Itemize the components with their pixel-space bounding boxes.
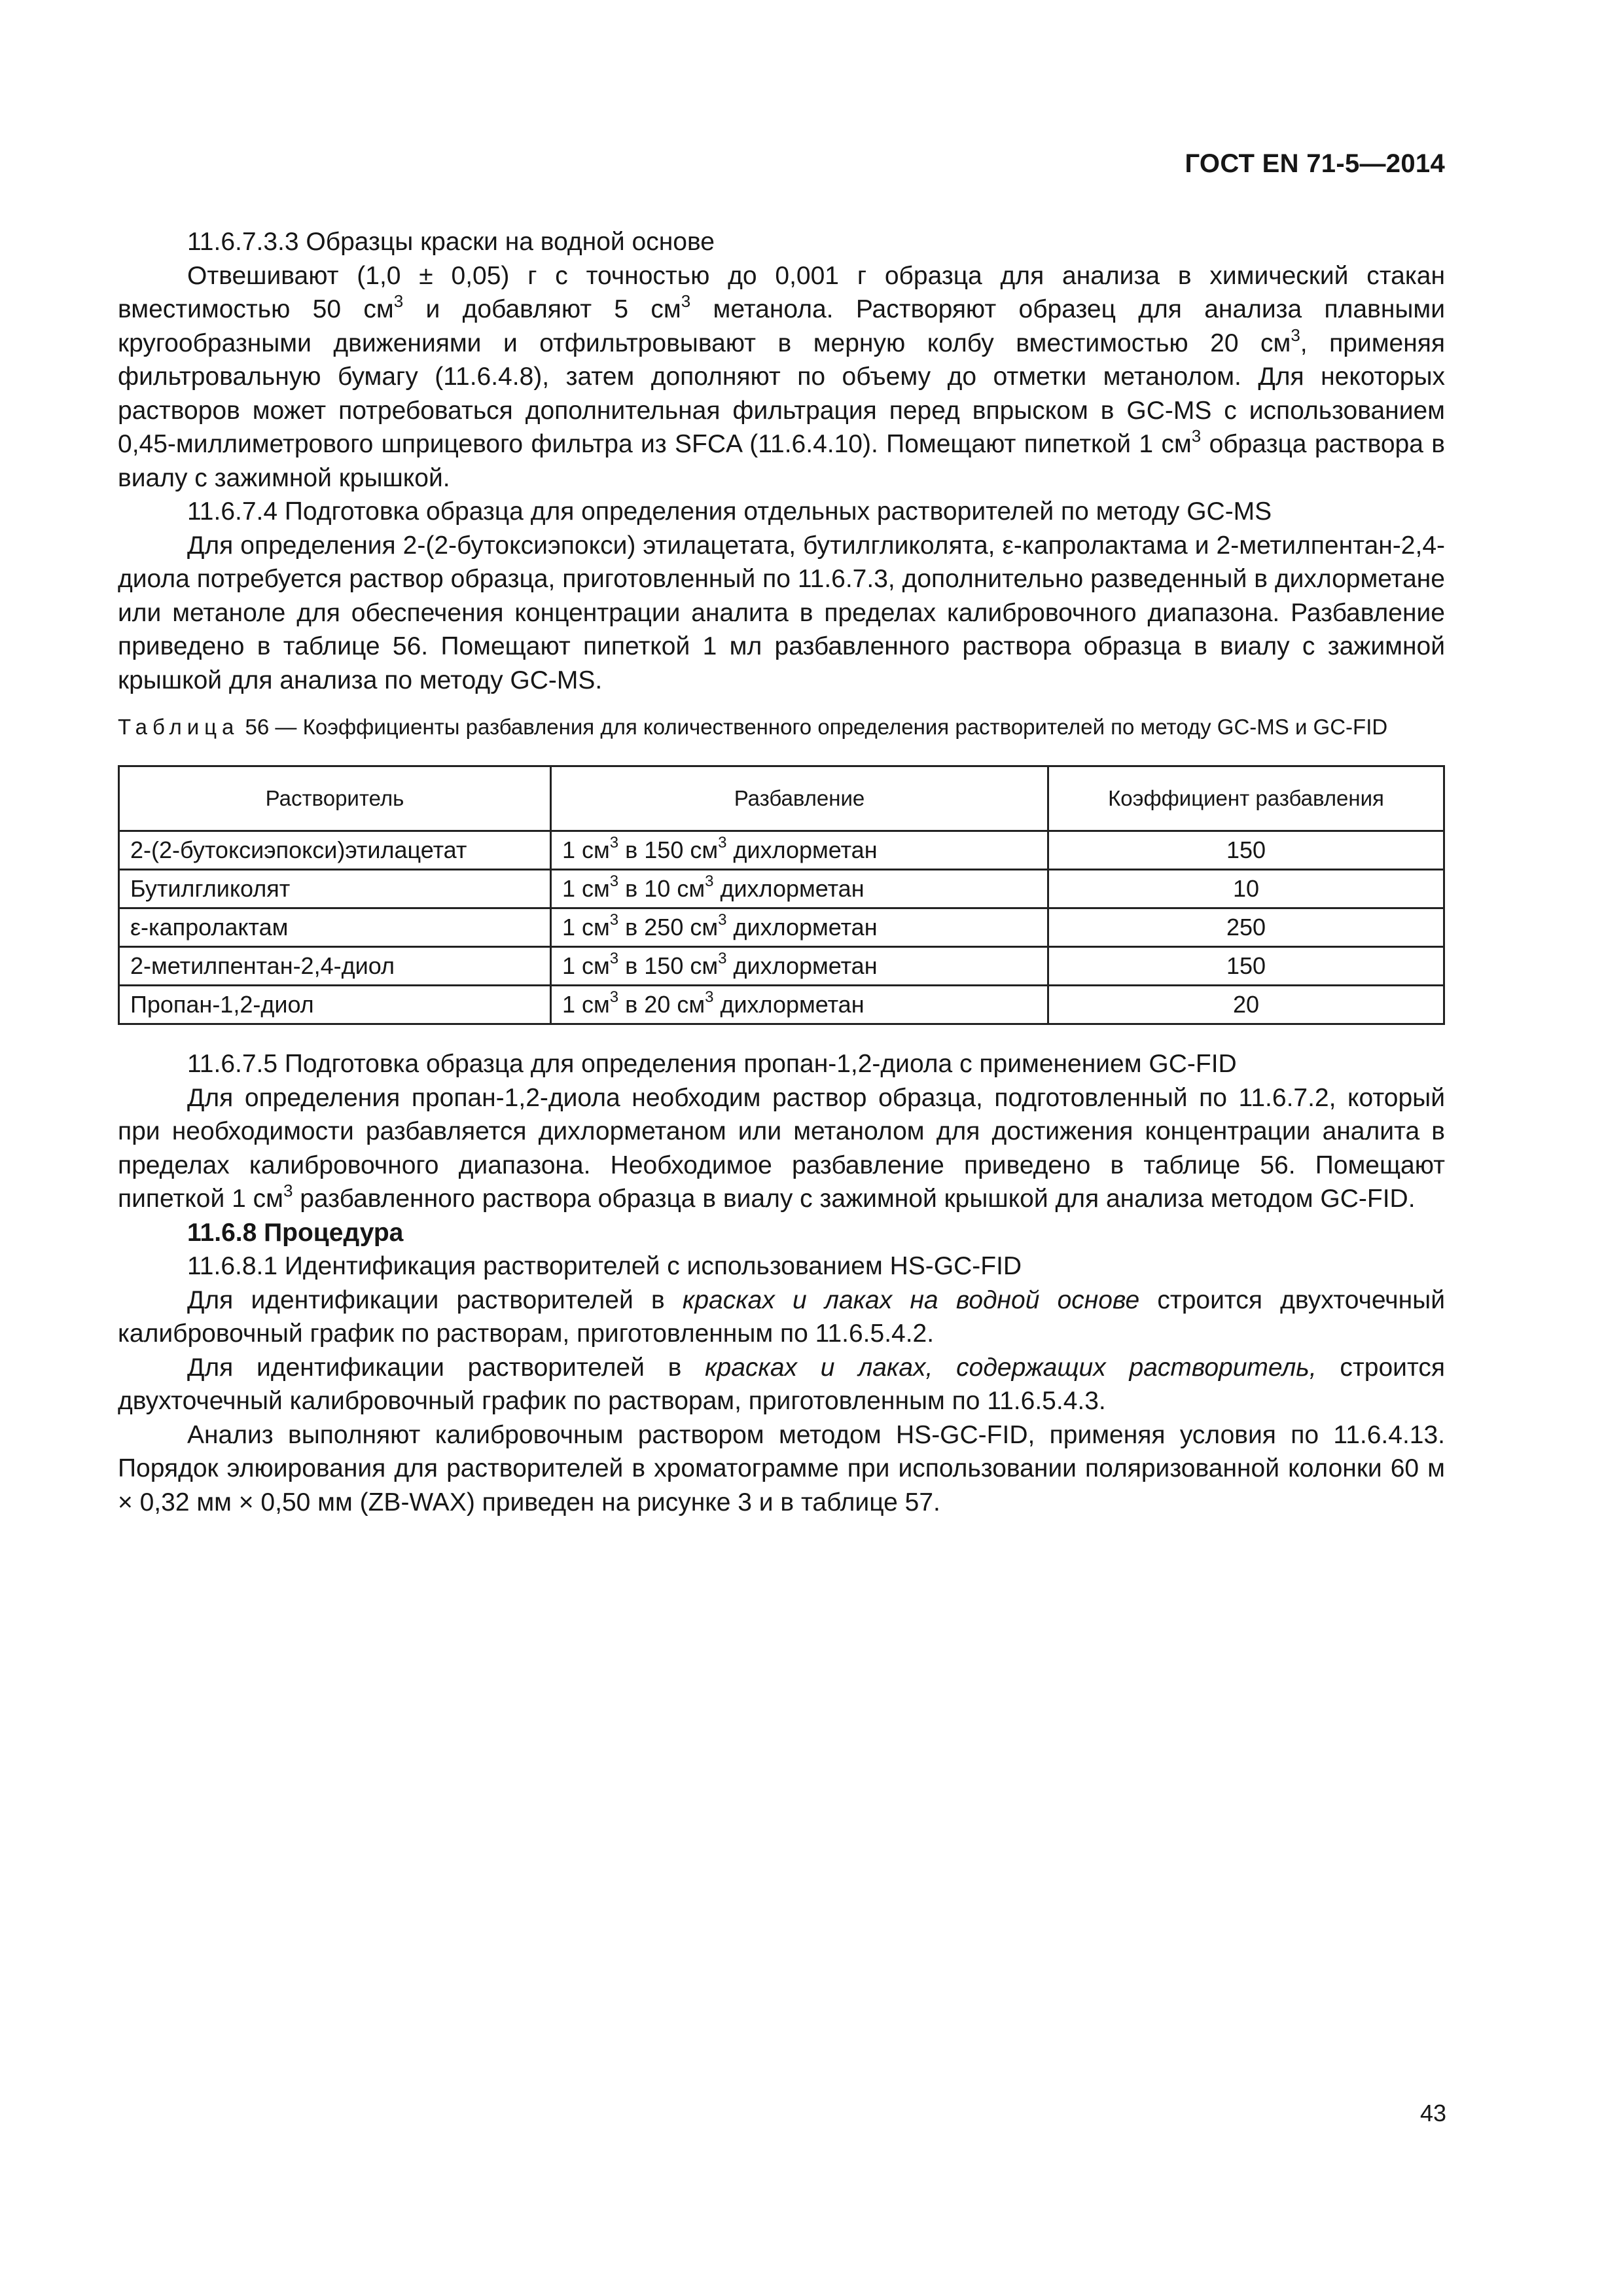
section-11-6-8-1-paragraph-c: Анализ выполняют калибровочным раствором методом HS-GC-FID, применяя условия по 11.6.4.13. Порядок элюирования для растворителей в хроматограмме при использовании поляризованной колонки 60 м × 0,32 мм × 0,50 мм (ZB-WAX) приведен на рисунке 3 и в таблице 57. (118, 1420, 1445, 1516)
text-run: 1 см (562, 875, 610, 902)
superscript: 3 (609, 834, 619, 852)
table-row (119, 908, 1444, 947)
document-body (118, 225, 1445, 1519)
text-run: в 250 см (618, 914, 719, 941)
superscript: 3 (705, 872, 714, 890)
cell-dilution (551, 870, 1048, 908)
document-id-header: ГОСТ EN 71-5—2014 (1185, 149, 1445, 178)
superscript: 3 (718, 950, 727, 967)
table-row (119, 986, 1444, 1024)
superscript: 3 (283, 1181, 293, 1200)
cell-solvent: Бутилгликолят (119, 870, 551, 908)
text-run: в 10 см (618, 875, 705, 902)
text-run: 1 см (562, 836, 610, 863)
text-run: 1 см (562, 991, 610, 1018)
text-run: разбавленного раствора образца в виалу с зажимной крышкой для анализа методом GC-FID. (293, 1185, 1416, 1213)
text-run: в 150 см (618, 952, 719, 979)
cell-factor: 20 (1048, 986, 1444, 1024)
text-run: дихлорметан (726, 952, 878, 979)
superscript: 3 (609, 911, 619, 929)
text-run: дихлорметан (726, 914, 878, 941)
text-run: строится двухточечный калибровочный график по растворам, приготовленным по 11.6.5.4.3. (118, 1353, 1445, 1415)
section-11-6-8-heading: 11.6.8 Процедура (187, 1218, 404, 1247)
superscript: 3 (705, 988, 714, 1006)
superscript: 3 (609, 872, 619, 890)
text-run: и добавляют 5 см (403, 295, 681, 323)
text-run: 1 см (562, 952, 610, 979)
superscript: 3 (681, 291, 691, 311)
table-header-row (119, 766, 1444, 831)
superscript: 3 (393, 291, 404, 311)
text-run: дихлорметан (726, 836, 878, 863)
text-run: Для определения пропан-1,2-диола необходим раствор образца, подготовленный по 11.6.7.2, который при необходимости разбавляется дихлорметаном или метанолом для достижения концентрации аналита в пределах калибровочного диапазона. Необходимое разбавление приведено в таблице 56. Помещают пипеткой 1 см (118, 1083, 1445, 1213)
cell-factor: 150 (1048, 831, 1444, 870)
cell-dilution (551, 947, 1048, 986)
superscript: 3 (609, 950, 619, 967)
text-run: метанола. Растворяют образец для анализа плавными кругообразными движениями и отфильтровывают в мерную колбу вместимостью 20 см (118, 295, 1445, 357)
header-factor: Коэффициент разбавления (1048, 766, 1444, 831)
cell-solvent: ε-капролактам (119, 908, 551, 947)
emphasis: красках и лаках, содержащих растворитель, (705, 1353, 1317, 1382)
superscript: 3 (1291, 325, 1300, 345)
superscript: 3 (1191, 426, 1202, 446)
text-run: дихлорметан (713, 991, 865, 1018)
table-row (119, 831, 1444, 870)
cell-solvent: 2-метилпентан-2,4-диол (119, 947, 551, 986)
table-row (119, 947, 1444, 986)
section-11-6-7-5-paragraph (118, 1081, 1445, 1216)
section-11-6-7-4-paragraph: Для определения 2-(2-бутоксиэпокси) этилацетата, бутилгликолята, ε-капролактама и 2-метилпентан-2,4-диола потребуется раствор образца, приготовленный по 11.6.7.3, дополнительно разведенный в дихлорметане или метаноле для обеспечения концентрации аналита в пределах калибровочного диапазона. Разбавление приведено в таблице 56. Помещают пипеткой 1 мл разбавленного раствора образца в виалу с зажимной крышкой для анализа по методу GC-MS. (118, 531, 1445, 694)
text-run: дихлорметан (713, 875, 865, 902)
text-run: Для идентификации растворителей в (187, 1285, 683, 1314)
cell-factor: 10 (1048, 870, 1444, 908)
header-dilution: Разбавление (551, 766, 1048, 831)
text-run: в 20 см (618, 991, 705, 1018)
cell-factor: 250 (1048, 908, 1444, 947)
text-run: образца раствора в виалу с зажимной крышкой. (118, 430, 1446, 492)
text-run: , применяя фильтровальную бумагу (11.6.4.8), затем дополняют по объему до отметки метанолом. Для некоторых растворов может потребоваться дополнительная фильтрация перед впрыском в GC-MS с использованием 0,45-миллиметрового шприцевого фильтра из SFCA (11.6.4.10). Помещают пипеткой 1 см (118, 329, 1445, 458)
cell-solvent: 2-(2-бутоксиэпокси)этилацетат (119, 831, 551, 870)
section-11-6-8-1-paragraph-b (118, 1351, 1445, 1418)
text-run: Отвешивают (1,0 ± 0,05) г с точностью до 0,001 г образца для анализа в химический стакан вместимостью 50 см (118, 261, 1445, 323)
cell-solvent: Пропан-1,2-диол (119, 986, 551, 1024)
cell-dilution (551, 908, 1048, 947)
cell-dilution (551, 986, 1048, 1024)
superscript: 3 (718, 911, 727, 929)
cell-dilution (551, 831, 1048, 870)
section-11-6-8-1-paragraph-a (118, 1283, 1445, 1351)
table-caption-text: 56 — Коэффициенты разбавления для количественного определения растворителей по методу GC-MS и GC-FID (239, 715, 1388, 739)
section-11-6-8-1-title: 11.6.8.1 Идентификация растворителей с использованием HS-GC-FID (187, 1252, 1022, 1280)
cell-factor: 150 (1048, 947, 1444, 986)
text-run: в 150 см (618, 836, 719, 863)
dilution-table (118, 765, 1445, 1025)
section-11-6-7-3-3-title: 11.6.7.3.3 Образцы краски на водной основе (187, 228, 715, 256)
table-row (119, 870, 1444, 908)
text-run: строится двухточечный калибровочный график по растворам, приготовленным по 11.6.5.4.2. (118, 1285, 1445, 1348)
superscript: 3 (718, 834, 727, 852)
table-label: Таблица (118, 715, 240, 739)
text-run: Для идентификации растворителей в (187, 1353, 705, 1382)
emphasis: красках и лаках на водной основе (682, 1285, 1140, 1314)
page-number: 43 (1419, 2100, 1446, 2126)
section-11-6-7-5-title: 11.6.7.5 Подготовка образца для определения пропан-1,2-диола с применением GC-FID (187, 1050, 1237, 1078)
text-run: 1 см (562, 914, 610, 941)
superscript: 3 (609, 988, 619, 1006)
section-11-6-7-3-3-paragraph (118, 259, 1445, 495)
section-11-6-7-4-title: 11.6.7.4 Подготовка образца для определения отдельных растворителей по методу GC-MS (187, 497, 1272, 526)
table-56-caption (118, 713, 1445, 742)
header-solvent: Растворитель (119, 766, 551, 831)
